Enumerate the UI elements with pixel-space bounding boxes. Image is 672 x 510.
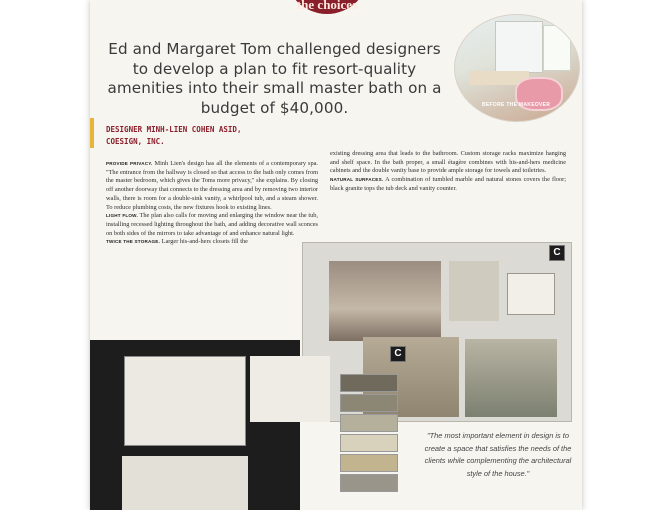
swatch: [340, 474, 398, 492]
board-photo-detail: [449, 261, 499, 321]
intro-paragraph: Ed and Margaret Tom challenged designers to develop a plan to fit resort-quality amenities into their small master bath on a budget of $40,000.: [107, 40, 442, 117]
before-photo-label: BEFORE THE MAKEOVER: [482, 102, 551, 108]
section-header-tab: the choices: [285, 0, 369, 14]
text-column-1: [106, 160, 318, 247]
body-storage-cont: existing dressing area that leads to the bathroom. Custom storage racks maximize hanging and shelf space. In the bath proper, a small étagère combines with his-and-hers medicine cabinets and the double vanity base to provide ample storage for towels and toiletries.: [330, 150, 566, 175]
tub-elevation-drawing: [122, 456, 248, 510]
board-c-badge-left: C: [390, 346, 406, 362]
mirror-shape: [495, 21, 543, 73]
elevation-drawing: [250, 356, 330, 422]
board-label-card: [507, 273, 555, 315]
subhead-light-flow: LIGHT FLOW.: [106, 213, 138, 219]
designer-line-2: COESIGN, INC.: [106, 137, 165, 146]
body-natural-surfaces: A combination of tumbled marble and natural stones covers the floor; black granite tops the tub deck and vanity counter.: [330, 176, 566, 192]
subhead-privacy: PROVIDE PRIVACY.: [106, 161, 153, 166]
floor-plan-drawing: [124, 356, 246, 446]
design-board-plans: [90, 340, 300, 510]
subhead-storage: TWICE THE STORAGE.: [106, 239, 161, 245]
swatch: [340, 454, 398, 472]
swatch: [340, 394, 398, 412]
magazine-page: [90, 0, 582, 510]
material-swatches: [340, 374, 402, 510]
board-c-badge-right: C: [549, 245, 565, 261]
text-column-2: [330, 150, 566, 194]
swatch: [340, 434, 398, 452]
accent-bar: [90, 118, 94, 148]
window-shape: [543, 25, 571, 71]
swatch: [340, 414, 398, 432]
body-light-flow: The plan also calls for moving and enlarging the window near the tub, installing recessed lighting throughout the bath, and adding decorative wall sconces on both sides of the mirrors to take advantage of and enhance natural light.: [106, 212, 318, 237]
board-photo-tub: [465, 339, 557, 417]
board-photo-shower: [329, 261, 441, 341]
subhead-natural-surfaces: NATURAL SURFACES.: [330, 177, 384, 183]
body-privacy: Minh Lien's design has all the elements of a contemporary spa. "The entrance from the hallway is closed so that access to the bath only comes from the master bedroom, which gives the Toms more privacy," she explains. By closing off another doorway that connects to the dressing area and by removing two interior walls, there is room for a double-sink vanity, a whirlpool tub, and a steam shower. To reduce plumbing costs, the new fixtures hook to existing lines.: [106, 160, 319, 211]
swatch: [340, 374, 398, 392]
pull-quote: "The most important element in design is to create a space that satisfies the needs of the clients while complementing the architectural style of the house.": [424, 431, 572, 478]
designer-credit: [106, 124, 316, 148]
designer-line-1: DESIGNER MINH-LIEN COHEN ASID,: [106, 125, 242, 134]
body-storage: Larger his-and-hers closets fill the: [161, 238, 248, 246]
